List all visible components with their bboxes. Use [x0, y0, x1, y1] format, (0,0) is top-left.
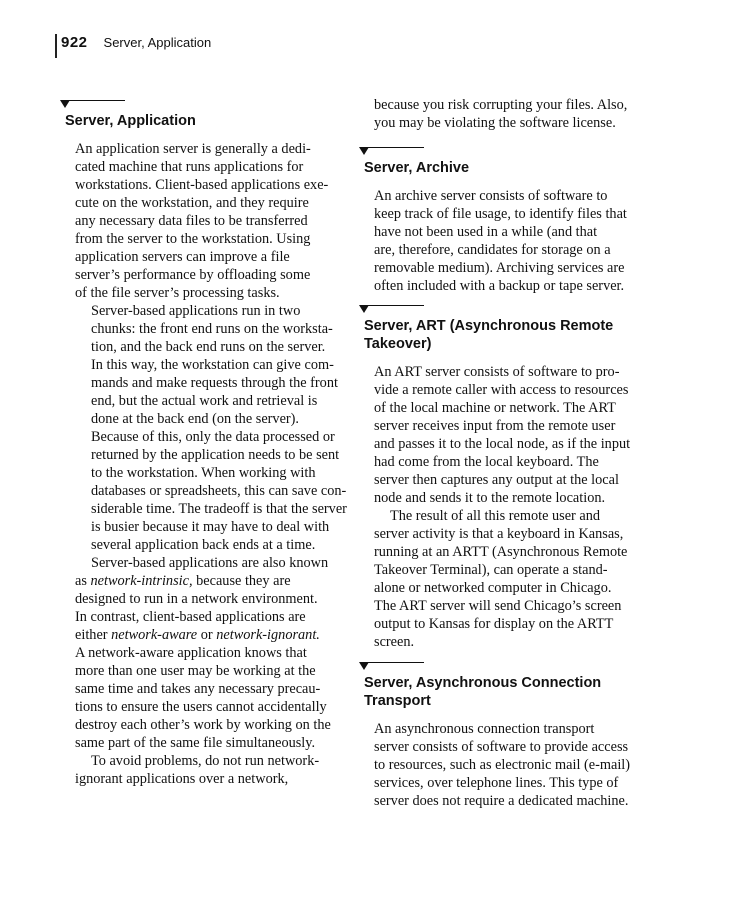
text-line: you may be violating the software license.	[374, 115, 616, 131]
text-line: In contrast, client-based applications are	[75, 609, 306, 625]
triangle-marker-icon	[359, 662, 369, 670]
italic-term: network-ignorant.	[216, 627, 320, 643]
text-line: cated machine that runs applications for	[75, 159, 304, 175]
text-line: An application server is generally a dedi-	[75, 141, 311, 157]
text-line: returned by the application needs to be sent	[91, 447, 340, 463]
text-line: ignorant applications over a network,	[75, 771, 289, 787]
text-line: from the server to the workstation. Using	[75, 231, 311, 247]
text-line: server does not require a dedicated machine.	[374, 793, 629, 809]
text-line	[75, 572, 346, 590]
text-line: several application back ends at a time.	[91, 537, 316, 553]
text-line: siderable time. The tradeoff is that the server	[91, 501, 347, 517]
text-line: is busier because it may have to deal with	[91, 519, 330, 535]
text-line: keep track of file usage, to identify files that	[374, 206, 627, 222]
italic-term: network-aware	[111, 627, 198, 643]
text-line: An asynchronous connection transport	[374, 721, 595, 737]
text-line: same time and takes any necessary precau-	[75, 681, 321, 697]
entry-title	[364, 674, 647, 710]
title-line: Server, Asynchronous Connection	[364, 675, 602, 691]
title-line: Takeover)	[364, 336, 432, 352]
triangle-marker-icon	[60, 100, 70, 108]
text-line: In this way, the workstation can give com-	[91, 357, 334, 373]
text-line: more than one user may be working at the	[75, 663, 316, 679]
paragraph	[75, 554, 346, 752]
text-line: running at an ARTT (Asynchronous Remote	[374, 544, 628, 560]
text-line: designed to run in a network environment.	[75, 591, 318, 607]
text-line: screen.	[374, 634, 415, 650]
text-line: end, but the actual work and retrieval is	[91, 393, 318, 409]
text-line: An archive server consists of software to	[374, 188, 608, 204]
text-line: mands and make requests through the front	[91, 375, 338, 391]
text-line: Because of this, only the data processed or	[91, 429, 335, 445]
paragraph	[75, 140, 346, 302]
text-line: alone or networked computer in Chicago.	[374, 580, 612, 596]
text-line	[75, 626, 346, 644]
text-line: server then captures any output at the local	[374, 472, 619, 488]
text-line: cute on the workstation, and they require	[75, 195, 309, 211]
text-line: of the local machine or network. The ART	[374, 400, 616, 416]
text-line: same part of the same file simultaneously.	[75, 735, 316, 751]
text-line: Server-based applications are also known	[91, 555, 329, 571]
title-line: Server, Archive	[364, 160, 470, 176]
text-line: Server-based applications run in two	[91, 303, 301, 319]
text-line: because you risk corrupting your files. Also,	[374, 97, 628, 113]
text-line: to resources, such as electronic mail (e-mail)	[374, 757, 631, 773]
paragraph	[75, 752, 346, 788]
text-line: chunks: the front end runs on the worksta-	[91, 321, 333, 337]
text-line: server’s performance by offloading some	[75, 267, 311, 283]
paragraph	[374, 363, 647, 507]
entry-marker	[362, 305, 647, 315]
entry-body	[374, 187, 647, 295]
entry-marker	[362, 662, 647, 672]
text-run: either	[75, 627, 112, 643]
entry-server-archive	[362, 147, 647, 295]
text-line: The ART server will send Chicago’s screen	[374, 598, 622, 614]
text-line: any necessary data files to be transferred	[75, 213, 308, 229]
text-line: Takeover Terminal), can operate a stand-	[374, 562, 608, 578]
text-line: are, therefore, candidates for storage on a	[374, 242, 611, 258]
triangle-marker-icon	[359, 147, 369, 155]
text-line: application servers can improve a file	[75, 249, 290, 265]
text-line: output to Kansas for display on the ARTT	[374, 616, 614, 632]
text-run: or	[197, 627, 217, 643]
entry-body-server-application	[75, 140, 346, 788]
entry-rule	[362, 147, 424, 148]
text-line: A network-aware application knows that	[75, 645, 307, 661]
entry-title-server-application: Server, Application	[65, 113, 196, 129]
paragraph	[75, 302, 346, 554]
text-line: vide a remote caller with access to resources	[374, 382, 629, 398]
text-line: and passes it to the local node, as if the input	[374, 436, 631, 452]
text-run: as	[75, 573, 91, 589]
text-line: services, over telephone lines. This type of	[374, 775, 619, 791]
text-line: server receives input from the remote user	[374, 418, 616, 434]
italic-term: network-intrinsic,	[90, 573, 193, 589]
title-line: Transport	[364, 693, 431, 709]
left-column	[63, 100, 346, 788]
text-line: An ART server consists of software to pro-	[374, 364, 620, 380]
running-head: Server, Application	[103, 35, 212, 50]
continued-text	[374, 96, 647, 132]
entry-rule	[362, 662, 424, 663]
paragraph	[374, 507, 647, 651]
text-line: done at the back end (on the server).	[91, 411, 300, 427]
text-line: workstations. Client-based applications exe-	[75, 177, 329, 193]
text-line: tions to ensure the users cannot accidentally	[75, 699, 327, 715]
entry-title	[364, 317, 647, 353]
right-column	[362, 96, 647, 132]
text-run: because they are	[192, 573, 291, 589]
entry-body	[374, 363, 647, 651]
text-line: server consists of software to provide access	[374, 739, 629, 755]
text-line: databases or spreadsheets, this can save con-	[91, 483, 347, 499]
text-line: to the workstation. When working with	[91, 465, 316, 481]
page-number: 922	[61, 34, 88, 51]
text-line: node and sends it to the remote location.	[374, 490, 606, 506]
text-line: have not been used in a while (and that	[374, 224, 598, 240]
entry-server-asynchronous-connection-transport	[362, 662, 647, 810]
entry-body	[374, 720, 647, 810]
page-header	[55, 34, 211, 58]
text-line: tion, and the back end runs on the server.	[91, 339, 326, 355]
entry-rule	[63, 100, 125, 101]
entry-rule	[362, 305, 424, 306]
text-line: of the file server’s processing tasks.	[75, 285, 280, 301]
text-line: To avoid problems, do not run network-	[91, 753, 320, 769]
entry-marker	[63, 100, 346, 110]
title-line: Server, ART (Asynchronous Remote	[364, 318, 614, 334]
entry-server-art	[362, 305, 647, 651]
text-line: had come from the local keyboard. The	[374, 454, 599, 470]
text-line: server activity is that a keyboard in Kansas,	[374, 526, 624, 542]
text-line: removable medium). Archiving services are	[374, 260, 625, 276]
text-line: destroy each other’s work by working on the	[75, 717, 331, 733]
text-line: often included with a backup or tape server.	[374, 278, 625, 294]
text-line: The result of all this remote user and	[390, 508, 601, 524]
triangle-marker-icon	[359, 305, 369, 313]
entry-title	[364, 159, 647, 177]
entry-marker	[362, 147, 647, 157]
